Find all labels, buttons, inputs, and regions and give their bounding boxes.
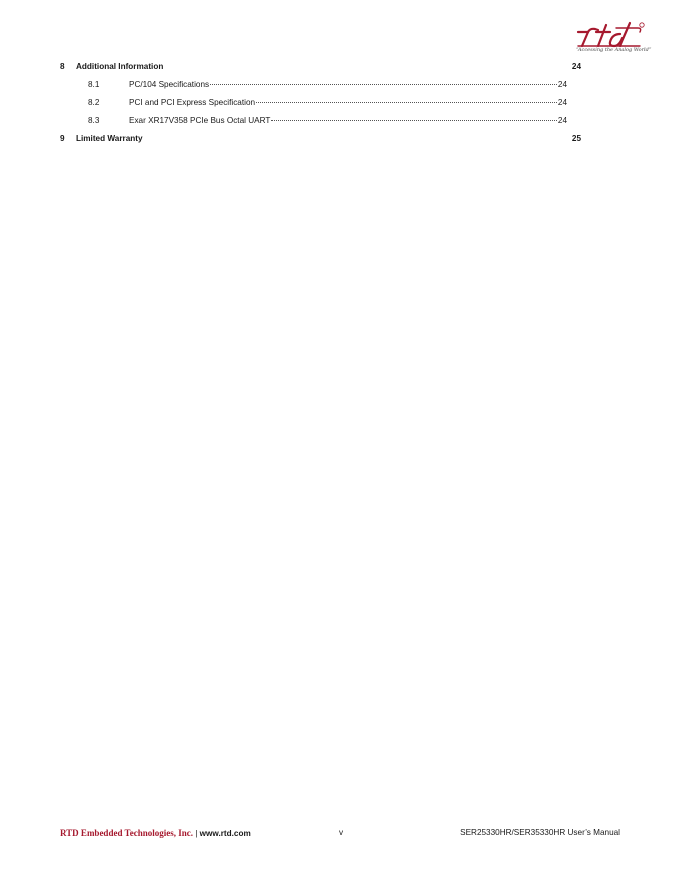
toc-section-8-2[interactable] <box>60 94 581 112</box>
toc-number: 8.1 <box>88 80 100 89</box>
toc-number: 8.3 <box>88 116 100 125</box>
toc-page: 24 <box>557 116 567 125</box>
table-of-contents <box>60 58 581 148</box>
rtd-logo-mark <box>576 20 646 50</box>
toc-page: 25 <box>571 134 581 143</box>
toc-title: Exar XR17V358 PCIe Bus Octal UART <box>129 116 271 125</box>
toc-title: Limited Warranty <box>76 134 143 143</box>
toc-leader <box>210 83 557 85</box>
logo-tagline: “Accessing the Analog World” <box>576 47 652 53</box>
toc-section-8-1[interactable] <box>60 76 581 94</box>
footer-company: RTD Embedded Technologies, Inc. <box>60 828 193 838</box>
toc-number: 8.2 <box>88 98 100 107</box>
toc-leader <box>271 119 557 121</box>
toc-page: 24 <box>557 80 567 89</box>
toc-number: 9 <box>60 134 65 143</box>
toc-title: Additional Information <box>76 62 164 71</box>
toc-chapter-9[interactable] <box>60 130 581 148</box>
toc-title: PC/104 Specifications <box>129 80 210 89</box>
toc-title: PCI and PCI Express Specification <box>129 98 256 107</box>
toc-chapter-8[interactable] <box>60 58 581 76</box>
footer-website-link[interactable]: www.rtd.com <box>199 829 251 838</box>
toc-page: 24 <box>571 62 581 71</box>
toc-number: 8 <box>60 62 65 71</box>
page-footer <box>60 826 620 840</box>
footer-separator: | <box>195 829 198 838</box>
toc-section-8-3[interactable] <box>60 112 581 130</box>
toc-leader <box>256 101 557 103</box>
footer-manual-title: SER25330HR/SER35330HR User’s Manual <box>460 828 620 837</box>
toc-page: 24 <box>557 98 567 107</box>
footer-page-number: v <box>339 828 344 837</box>
